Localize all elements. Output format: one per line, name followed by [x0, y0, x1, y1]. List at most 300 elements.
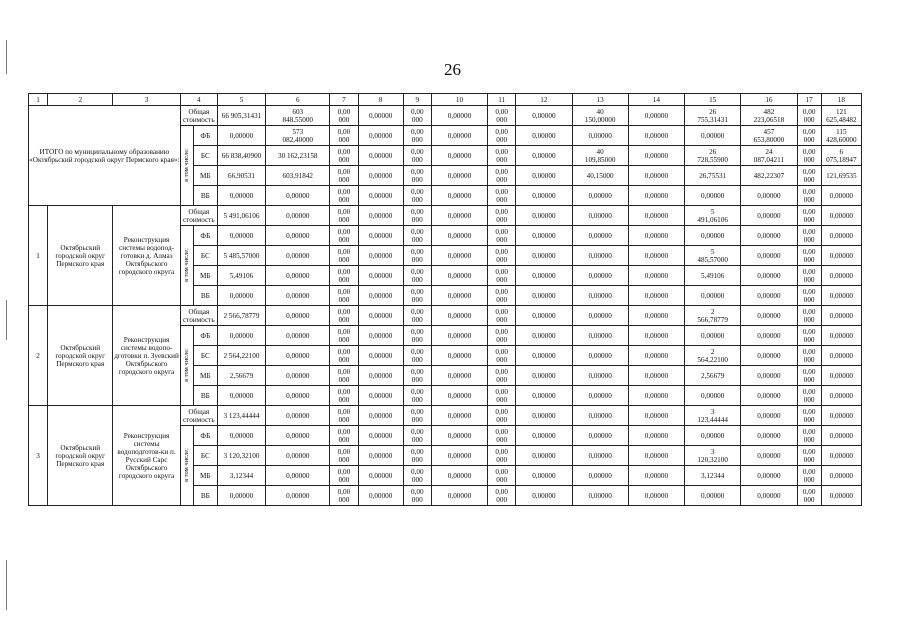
- value-cell: 0,00000: [217, 186, 265, 206]
- total-label: ИТОГО по муниципальному образованию «Октябрьский городской округ Пермского края»:: [29, 106, 181, 206]
- value-cell: 6 075,18947: [821, 146, 861, 166]
- value-cell: 0,00 000: [797, 426, 821, 446]
- value-cell: 0,00000: [516, 146, 572, 166]
- header-row: [29, 94, 862, 106]
- value-cell: 0,00000: [572, 226, 628, 246]
- value-cell: 0,00000: [358, 166, 403, 186]
- value-cell: 66,90531: [217, 166, 265, 186]
- value-cell: 0,00000: [266, 426, 330, 446]
- value-cell: 0,00000: [572, 406, 628, 426]
- in-total-text: в том числе:: [183, 147, 191, 182]
- value-cell: 0,00 000: [330, 126, 358, 146]
- value-cell: 2 564,22100: [685, 346, 741, 366]
- value-cell: 0,00000: [628, 326, 684, 346]
- value-cell: 0,00000: [358, 246, 403, 266]
- row-number: 2: [29, 306, 48, 406]
- value-cell: 0,00000: [266, 186, 330, 206]
- value-cell: 0,00000: [358, 206, 403, 226]
- value-cell: 0,00000: [821, 306, 861, 326]
- value-cell: 0,00 000: [797, 166, 821, 186]
- source-cell: Общая стоимость: [180, 406, 217, 426]
- value-cell: 0,00000: [685, 426, 741, 446]
- value-cell: 0,00000: [572, 466, 628, 486]
- value-cell: 0,00 000: [403, 386, 431, 406]
- value-cell: 0,00000: [821, 366, 861, 386]
- in-total-label: [180, 126, 193, 206]
- value-cell: 0,00000: [266, 206, 330, 226]
- value-cell: 0,00000: [266, 246, 330, 266]
- value-cell: 3 120,32100: [217, 446, 265, 466]
- value-cell: 0,00 000: [488, 206, 516, 226]
- value-cell: 0,00000: [821, 466, 861, 486]
- value-cell: 482,22307: [741, 166, 797, 186]
- value-cell: 0,00 000: [330, 166, 358, 186]
- value-cell: 5 491,06106: [685, 206, 741, 226]
- value-cell: 0,00 000: [330, 266, 358, 286]
- value-cell: 0,00000: [266, 226, 330, 246]
- value-cell: 482 223,06518: [741, 106, 797, 126]
- value-cell: 0,00000: [741, 286, 797, 306]
- value-cell: 0,00 000: [330, 246, 358, 266]
- table-row: [29, 206, 862, 226]
- value-cell: 0,00000: [741, 466, 797, 486]
- value-cell: 115 428,60000: [821, 126, 861, 146]
- value-cell: 0,00 000: [330, 446, 358, 466]
- value-cell: 0,00000: [628, 186, 684, 206]
- value-cell: 0,00000: [821, 406, 861, 426]
- value-cell: 121,69535: [821, 166, 861, 186]
- scan-mark: [6, 560, 7, 610]
- source-cell: Общая стоимость: [180, 306, 217, 326]
- value-cell: 0,00000: [685, 286, 741, 306]
- value-cell: 0,00 000: [797, 486, 821, 506]
- value-cell: 0,00000: [516, 126, 572, 146]
- value-cell: 0,00000: [741, 226, 797, 246]
- value-cell: 0,00 000: [797, 106, 821, 126]
- value-cell: 0,00000: [358, 446, 403, 466]
- value-cell: 0,00 000: [797, 146, 821, 166]
- value-cell: 0,00000: [628, 286, 684, 306]
- value-cell: 0,00000: [266, 366, 330, 386]
- value-cell: 0,00000: [431, 166, 487, 186]
- value-cell: 0,00000: [516, 106, 572, 126]
- value-cell: 0,00 000: [797, 206, 821, 226]
- value-cell: 0,00 000: [330, 106, 358, 126]
- value-cell: 0,00000: [217, 386, 265, 406]
- value-cell: 0,00000: [741, 326, 797, 346]
- value-cell: 0,00 000: [488, 486, 516, 506]
- value-cell: 0,00000: [572, 386, 628, 406]
- municipality-cell: Октябрьский городской округ Пермского края: [48, 206, 113, 306]
- value-cell: 0,00 000: [330, 486, 358, 506]
- value-cell: 0,00000: [685, 326, 741, 346]
- value-cell: 0,00000: [516, 486, 572, 506]
- value-cell: 0,00 000: [488, 406, 516, 426]
- value-cell: 0,00000: [628, 446, 684, 466]
- value-cell: 2,56679: [685, 366, 741, 386]
- value-cell: 0,00000: [572, 206, 628, 226]
- value-cell: 0,00000: [431, 126, 487, 146]
- value-cell: 0,00 000: [403, 286, 431, 306]
- value-cell: 0,00 000: [403, 186, 431, 206]
- value-cell: 30 162,23158: [266, 146, 330, 166]
- value-cell: 0,00000: [217, 486, 265, 506]
- value-cell: 5 491,06106: [217, 206, 265, 226]
- header-cell: 4: [180, 94, 217, 106]
- value-cell: 5 485,57000: [685, 246, 741, 266]
- source-cell: Общая стоимость: [180, 206, 217, 226]
- value-cell: 0,00 000: [403, 306, 431, 326]
- value-cell: 0,00000: [741, 366, 797, 386]
- value-cell: 0,00 000: [488, 466, 516, 486]
- value-cell: 0,00000: [821, 226, 861, 246]
- value-cell: 0,00000: [431, 306, 487, 326]
- value-cell: 0,00000: [628, 306, 684, 326]
- value-cell: 0,00000: [431, 426, 487, 446]
- project-name-cell: Реконструкция системы водоподготов-ки п. Русский Сарс Октябрьского городского округа: [113, 406, 180, 506]
- scan-mark: [6, 40, 7, 74]
- value-cell: 0,00 000: [403, 206, 431, 226]
- value-cell: 0,00000: [358, 146, 403, 166]
- header-cell: 16: [741, 94, 797, 106]
- value-cell: 0,00 000: [488, 386, 516, 406]
- value-cell: 0,00000: [628, 146, 684, 166]
- value-cell: 0,00000: [266, 486, 330, 506]
- value-cell: 0,00000: [266, 466, 330, 486]
- value-cell: 0,00 000: [330, 286, 358, 306]
- value-cell: 0,00000: [821, 286, 861, 306]
- value-cell: 0,00 000: [797, 186, 821, 206]
- value-cell: 0,00000: [358, 386, 403, 406]
- value-cell: 0,00000: [685, 126, 741, 146]
- header-cell: 1: [29, 94, 48, 106]
- value-cell: 0,00000: [266, 386, 330, 406]
- value-cell: 0,00000: [516, 206, 572, 226]
- value-cell: 0,00000: [821, 246, 861, 266]
- value-cell: 0,00000: [266, 266, 330, 286]
- value-cell: 26 755,31431: [685, 106, 741, 126]
- value-cell: 0,00000: [516, 366, 572, 386]
- header-cell: 13: [572, 94, 628, 106]
- value-cell: 0,00000: [572, 346, 628, 366]
- value-cell: 0,00000: [266, 406, 330, 426]
- value-cell: 0,00000: [685, 186, 741, 206]
- value-cell: 0,00000: [572, 186, 628, 206]
- value-cell: 0,00 000: [403, 326, 431, 346]
- value-cell: 0,00000: [217, 426, 265, 446]
- value-cell: 0,00000: [358, 406, 403, 426]
- value-cell: 3,12344: [685, 466, 741, 486]
- source-cell: ФБ: [193, 226, 217, 246]
- value-cell: 0,00000: [628, 226, 684, 246]
- value-cell: 0,00000: [572, 286, 628, 306]
- source-cell: МБ: [193, 266, 217, 286]
- value-cell: 0,00000: [516, 466, 572, 486]
- value-cell: 0,00000: [516, 326, 572, 346]
- value-cell: 0,00 000: [403, 266, 431, 286]
- value-cell: 5 485,57000: [217, 246, 265, 266]
- value-cell: 26 728,55900: [685, 146, 741, 166]
- value-cell: 0,00000: [821, 446, 861, 466]
- value-cell: 66 838,40900: [217, 146, 265, 166]
- value-cell: 0,00 000: [797, 246, 821, 266]
- value-cell: 0,00000: [685, 386, 741, 406]
- header-cell: 2: [48, 94, 113, 106]
- value-cell: 2 566,78779: [685, 306, 741, 326]
- value-cell: 24 087,04211: [741, 146, 797, 166]
- value-cell: 0,00000: [516, 246, 572, 266]
- value-cell: 0,00 000: [488, 146, 516, 166]
- value-cell: 66 905,31431: [217, 106, 265, 126]
- value-cell: 0,00 000: [330, 406, 358, 426]
- value-cell: 0,00000: [358, 106, 403, 126]
- value-cell: 0,00000: [741, 266, 797, 286]
- value-cell: 0,00 000: [330, 386, 358, 406]
- value-cell: 0,00000: [217, 286, 265, 306]
- value-cell: 0,00000: [358, 286, 403, 306]
- value-cell: 0,00 000: [488, 426, 516, 446]
- in-total-text: в том числе:: [183, 247, 191, 282]
- value-cell: 0,00000: [516, 426, 572, 446]
- value-cell: 0,00000: [628, 106, 684, 126]
- value-cell: 0,00000: [358, 126, 403, 146]
- value-cell: 0,00000: [572, 446, 628, 466]
- source-cell: БС: [193, 346, 217, 366]
- value-cell: 0,00000: [821, 266, 861, 286]
- value-cell: 0,00000: [358, 326, 403, 346]
- value-cell: 2 564,22100: [217, 346, 265, 366]
- value-cell: 0,00000: [741, 446, 797, 466]
- header-cell: 18: [821, 94, 861, 106]
- value-cell: 0,00000: [628, 166, 684, 186]
- header-cell: 9: [403, 94, 431, 106]
- value-cell: 0,00 000: [797, 346, 821, 366]
- value-cell: 0,00000: [572, 326, 628, 346]
- value-cell: 0,00 000: [488, 366, 516, 386]
- source-cell: МБ: [193, 166, 217, 186]
- in-total-text: в том числе:: [183, 447, 191, 482]
- value-cell: 0,00 000: [488, 286, 516, 306]
- value-cell: 457 653,80000: [741, 126, 797, 146]
- header-cell: 15: [685, 94, 741, 106]
- value-cell: 0,00000: [431, 486, 487, 506]
- value-cell: 0,00 000: [488, 326, 516, 346]
- value-cell: 0,00000: [516, 346, 572, 366]
- value-cell: 0,00000: [266, 446, 330, 466]
- value-cell: 3 123,44444: [685, 406, 741, 426]
- value-cell: 0,00000: [741, 426, 797, 446]
- value-cell: 0,00000: [741, 206, 797, 226]
- value-cell: 0,00000: [431, 446, 487, 466]
- value-cell: 0,00 000: [797, 286, 821, 306]
- value-cell: 0,00000: [628, 206, 684, 226]
- value-cell: 0,00000: [628, 246, 684, 266]
- value-cell: 0,00 000: [488, 126, 516, 146]
- value-cell: 0,00000: [741, 346, 797, 366]
- value-cell: 0,00 000: [403, 406, 431, 426]
- value-cell: 0,00000: [431, 366, 487, 386]
- page-number: 26: [444, 60, 461, 79]
- value-cell: 0,00000: [572, 366, 628, 386]
- source-cell: ВБ: [193, 186, 217, 206]
- value-cell: 0,00000: [358, 426, 403, 446]
- value-cell: 0,00000: [358, 186, 403, 206]
- value-cell: 0,00000: [266, 286, 330, 306]
- value-cell: 0,00000: [358, 226, 403, 246]
- value-cell: 0,00000: [572, 266, 628, 286]
- source-cell: МБ: [193, 466, 217, 486]
- value-cell: 0,00000: [572, 246, 628, 266]
- value-cell: 0,00 000: [797, 366, 821, 386]
- value-cell: 0,00000: [358, 266, 403, 286]
- value-cell: 0,00 000: [403, 366, 431, 386]
- value-cell: 0,00 000: [403, 466, 431, 486]
- value-cell: 0,00000: [431, 246, 487, 266]
- value-cell: 0,00 000: [330, 206, 358, 226]
- value-cell: 0,00000: [628, 346, 684, 366]
- value-cell: 0,00000: [741, 186, 797, 206]
- value-cell: 0,00000: [821, 326, 861, 346]
- value-cell: 0,00000: [685, 226, 741, 246]
- scan-mark: [6, 300, 7, 340]
- value-cell: 3 123,44444: [217, 406, 265, 426]
- header-cell: 10: [431, 94, 487, 106]
- value-cell: 0,00 000: [797, 466, 821, 486]
- value-cell: 0,00000: [431, 226, 487, 246]
- source-cell: ФБ: [193, 126, 217, 146]
- value-cell: 3 120,32100: [685, 446, 741, 466]
- value-cell: 0,00 000: [403, 146, 431, 166]
- value-cell: 0,00000: [217, 126, 265, 146]
- value-cell: 5,49106: [217, 266, 265, 286]
- header-cell: 5: [217, 94, 265, 106]
- header-cell: 7: [330, 94, 358, 106]
- value-cell: 0,00000: [358, 306, 403, 326]
- value-cell: 0,00000: [431, 286, 487, 306]
- value-cell: 0,00 000: [403, 346, 431, 366]
- value-cell: 0,00000: [572, 426, 628, 446]
- table-row: [29, 106, 862, 126]
- value-cell: 0,00000: [516, 186, 572, 206]
- value-cell: 0,00000: [516, 446, 572, 466]
- value-cell: 603 848,55000: [266, 106, 330, 126]
- project-name-cell: Реконструкция системы водопо-дготовки п. Зуевский Октябрьского городского округа: [113, 306, 180, 406]
- value-cell: 0,00 000: [797, 386, 821, 406]
- value-cell: 0,00000: [358, 346, 403, 366]
- value-cell: 0,00000: [431, 146, 487, 166]
- value-cell: 0,00000: [628, 266, 684, 286]
- in-total-label: [180, 426, 193, 506]
- value-cell: 0,00000: [516, 266, 572, 286]
- value-cell: 0,00 000: [403, 226, 431, 246]
- value-cell: 0,00000: [821, 186, 861, 206]
- value-cell: 0,00 000: [488, 346, 516, 366]
- header-cell: 3: [113, 94, 180, 106]
- value-cell: 0,00000: [741, 306, 797, 326]
- value-cell: 0,00000: [431, 106, 487, 126]
- value-cell: 0,00 000: [488, 166, 516, 186]
- value-cell: 0,00000: [572, 486, 628, 506]
- source-cell: БС: [193, 146, 217, 166]
- value-cell: 0,00000: [628, 406, 684, 426]
- value-cell: 0,00 000: [330, 146, 358, 166]
- value-cell: 0,00000: [266, 346, 330, 366]
- value-cell: 0,00000: [358, 366, 403, 386]
- value-cell: 0,00000: [821, 426, 861, 446]
- value-cell: 573 082,40000: [266, 126, 330, 146]
- source-cell: ВБ: [193, 486, 217, 506]
- header-cell: 12: [516, 94, 572, 106]
- value-cell: 0,00000: [628, 366, 684, 386]
- value-cell: 0,00000: [741, 246, 797, 266]
- header-cell: 11: [488, 94, 516, 106]
- value-cell: 0,00 000: [330, 326, 358, 346]
- value-cell: 0,00000: [431, 326, 487, 346]
- value-cell: 0,00000: [217, 326, 265, 346]
- value-cell: 40,15000: [572, 166, 628, 186]
- source-cell: Общая стоимость: [180, 106, 217, 126]
- value-cell: 0,00 000: [797, 446, 821, 466]
- in-total-label: [180, 326, 193, 406]
- value-cell: 0,00 000: [488, 306, 516, 326]
- value-cell: 0,00000: [516, 286, 572, 306]
- value-cell: 0,00 000: [488, 446, 516, 466]
- value-cell: 0,00 000: [330, 306, 358, 326]
- value-cell: 0,00000: [358, 466, 403, 486]
- value-cell: 3,12344: [217, 466, 265, 486]
- value-cell: 0,00 000: [488, 226, 516, 246]
- value-cell: 0,00 000: [330, 366, 358, 386]
- value-cell: 40 150,00000: [572, 106, 628, 126]
- budget-table: [28, 93, 862, 506]
- value-cell: 0,00000: [516, 386, 572, 406]
- value-cell: 603,91842: [266, 166, 330, 186]
- project-name-cell: Реконструкция системы водопод-готовки д. Алмаз Октябрьского городского округа: [113, 206, 180, 306]
- value-cell: 0,00000: [266, 326, 330, 346]
- value-cell: 0,00000: [685, 486, 741, 506]
- header-cell: 8: [358, 94, 403, 106]
- source-cell: БС: [193, 246, 217, 266]
- value-cell: 0,00000: [628, 386, 684, 406]
- value-cell: 0,00 000: [488, 186, 516, 206]
- header-cell: 6: [266, 94, 330, 106]
- value-cell: 0,00 000: [797, 406, 821, 426]
- value-cell: 0,00 000: [797, 226, 821, 246]
- value-cell: 0,00 000: [330, 186, 358, 206]
- source-cell: ФБ: [193, 326, 217, 346]
- value-cell: 0,00 000: [330, 346, 358, 366]
- source-cell: МБ: [193, 366, 217, 386]
- value-cell: 0,00 000: [488, 106, 516, 126]
- value-cell: 0,00000: [821, 386, 861, 406]
- value-cell: 0,00 000: [797, 326, 821, 346]
- table-row: [29, 406, 862, 426]
- value-cell: 0,00 000: [797, 266, 821, 286]
- row-number: 3: [29, 406, 48, 506]
- source-cell: ВБ: [193, 386, 217, 406]
- value-cell: 0,00000: [217, 226, 265, 246]
- value-cell: 0,00 000: [330, 466, 358, 486]
- value-cell: 0,00 000: [797, 126, 821, 146]
- value-cell: 0,00000: [821, 486, 861, 506]
- value-cell: 0,00 000: [403, 426, 431, 446]
- value-cell: 0,00 000: [797, 306, 821, 326]
- in-total-label: [180, 226, 193, 306]
- value-cell: 0,00000: [431, 266, 487, 286]
- header-cell: 14: [628, 94, 684, 106]
- value-cell: 0,00000: [431, 346, 487, 366]
- value-cell: 0,00000: [516, 166, 572, 186]
